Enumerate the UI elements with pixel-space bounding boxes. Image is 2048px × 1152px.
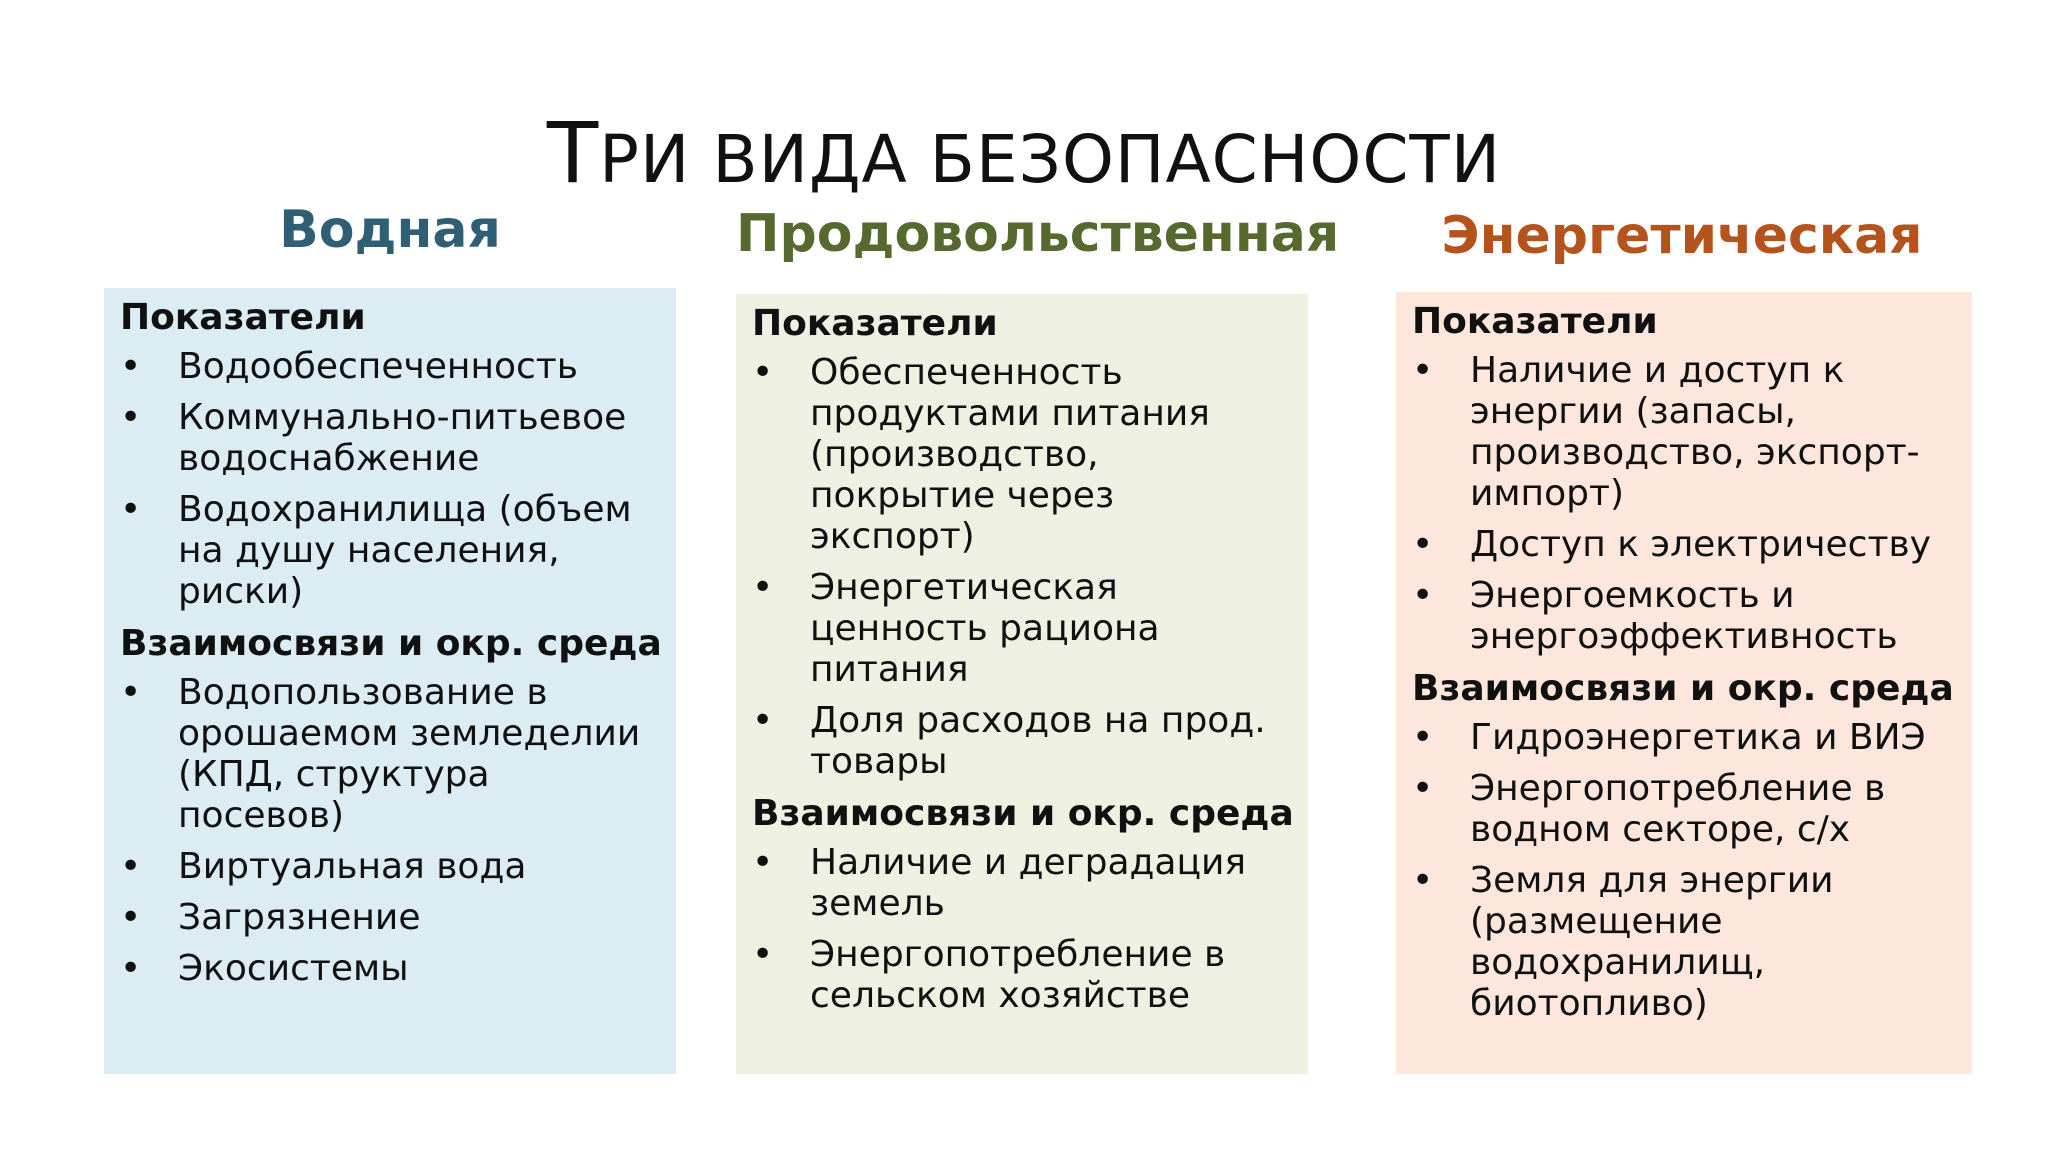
bullet-icon: •	[1412, 575, 1434, 616]
bullet-icon: •	[120, 346, 142, 387]
bullet-icon: •	[752, 842, 774, 883]
list-item-text: Наличие и доступ к энергии (запасы, производство, экспорт-импорт)	[1470, 350, 1920, 514]
list-item	[120, 672, 658, 836]
bullet-icon: •	[752, 934, 774, 975]
list-item	[120, 846, 658, 887]
list-item-text: Водохранилища (объем на душу населения, риски)	[178, 489, 632, 612]
section-title-interconnections: Взаимосвязи и окр. среда	[752, 793, 1294, 834]
list-item	[1412, 524, 1954, 565]
list-item	[752, 567, 1290, 690]
section-title-interconnections: Взаимосвязи и окр. среда	[120, 623, 662, 664]
section-title-indicators: Показатели	[752, 303, 998, 344]
bullet-icon: •	[120, 948, 142, 989]
list-item-text: Гидроэнергетика и ВИЭ	[1470, 717, 1926, 758]
list-item	[1412, 575, 1954, 657]
bullet-icon: •	[1412, 717, 1434, 758]
column-heading-food: Продовольственная	[736, 204, 1340, 264]
list-item	[120, 397, 658, 479]
list-item	[1412, 768, 1954, 850]
section-title-indicators: Показатели	[120, 297, 366, 338]
bullet-icon: •	[120, 846, 142, 887]
list-item-text: Земля для энергии (размещение водохранилищ, биотопливо)	[1470, 860, 1834, 1024]
slide-title	[0, 104, 2048, 202]
bullet-icon: •	[1412, 860, 1434, 901]
slide-title-initial: Т	[546, 104, 600, 203]
list-item-text: Энергоемкость и энергоэффективность	[1470, 575, 1898, 657]
bullet-list	[1412, 717, 1954, 1024]
slide-title-rest: РИ ВИДА БЕЗОПАСНОСТИ	[599, 121, 1502, 199]
panel-food	[736, 294, 1308, 1074]
list-item-text: Энергопотребление в сельском хозяйстве	[810, 934, 1226, 1016]
list-item-text: Коммунально-питьевое водоснабжение	[178, 397, 627, 479]
list-item-text: Водообеспеченность	[178, 346, 578, 387]
list-item	[1412, 350, 1954, 514]
bullet-icon: •	[1412, 768, 1434, 809]
bullet-icon: •	[752, 700, 774, 741]
bullet-icon: •	[120, 397, 142, 438]
list-item	[1412, 860, 1954, 1024]
list-item	[752, 352, 1290, 557]
list-item	[1412, 717, 1954, 758]
list-item	[120, 346, 658, 387]
list-item-text: Доступ к электричеству	[1470, 524, 1931, 565]
bullet-icon: •	[120, 672, 142, 713]
list-item-text: Энергетическая ценность рациона питания	[810, 567, 1160, 690]
list-item	[752, 842, 1290, 924]
bullet-icon: •	[1412, 524, 1434, 565]
list-item	[120, 489, 658, 612]
bullet-icon: •	[752, 567, 774, 608]
panel-water	[104, 288, 676, 1074]
bullet-icon: •	[120, 897, 142, 938]
section-title-interconnections: Взаимосвязи и окр. среда	[1412, 668, 1954, 709]
list-item-text: Обеспеченность продуктами питания (производство, покрытие через экспорт)	[810, 352, 1210, 557]
list-item-text: Доля расходов на прод. товары	[810, 700, 1266, 782]
list-item	[752, 700, 1290, 782]
section-title-indicators: Показатели	[1412, 301, 1658, 342]
column-heading-water: Водная	[279, 200, 501, 260]
bullet-icon: •	[752, 352, 774, 393]
bullet-icon: •	[120, 489, 142, 530]
column-heading-energy: Энергетическая	[1441, 206, 1923, 266]
bullet-list	[120, 672, 658, 989]
bullet-list	[120, 346, 658, 612]
bullet-list	[752, 352, 1290, 782]
list-item	[120, 948, 658, 989]
bullet-icon: •	[1412, 350, 1434, 391]
list-item-text: Загрязнение	[178, 897, 421, 938]
list-item-text: Энергопотребление в водном секторе, с/х	[1470, 768, 1886, 850]
panel-energy	[1396, 292, 1972, 1074]
list-item	[120, 897, 658, 938]
bullet-list	[752, 842, 1290, 1016]
list-item	[752, 934, 1290, 1016]
list-item-text: Наличие и деградация земель	[810, 842, 1247, 924]
list-item-text: Виртуальная вода	[178, 846, 527, 887]
bullet-list	[1412, 350, 1954, 657]
list-item-text: Экосистемы	[178, 948, 409, 989]
list-item-text: Водопользование в орошаемом земледелии (КПД, структура посевов)	[178, 672, 641, 836]
